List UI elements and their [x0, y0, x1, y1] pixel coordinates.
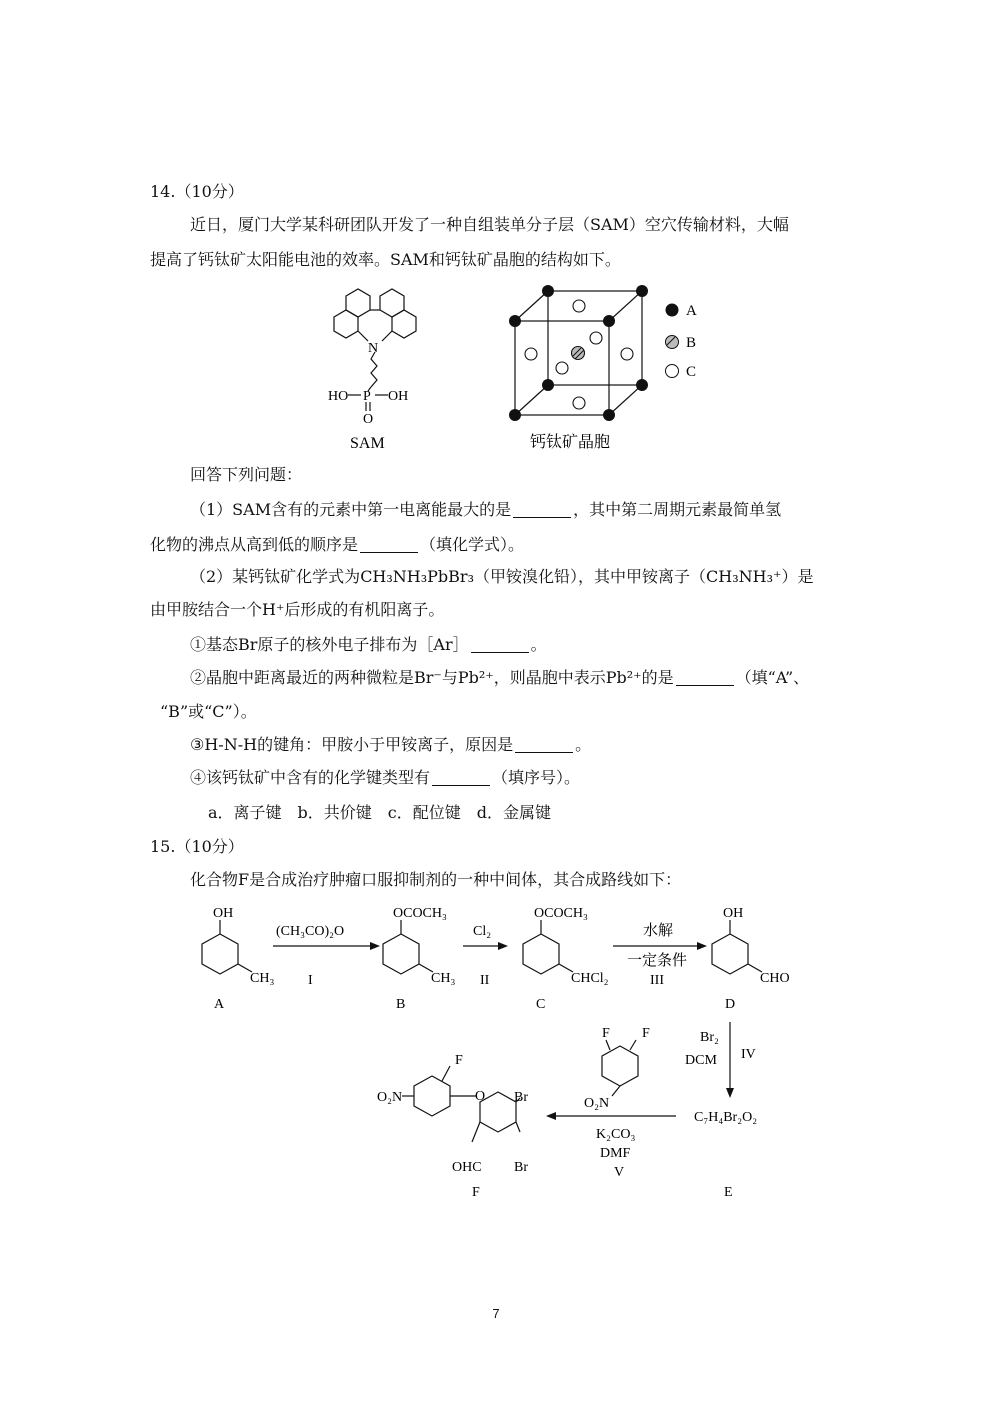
step2-reagent: Cl₂: [473, 924, 492, 939]
step5-num: V: [614, 1165, 625, 1180]
answer-blank: [360, 536, 418, 553]
answer-blank: [432, 769, 490, 786]
e-label: E: [724, 1185, 733, 1200]
reagent-f2: F: [642, 1026, 650, 1041]
text: 。: [530, 635, 547, 654]
text: ）是: [781, 567, 814, 586]
q14-part1-line1: [190, 500, 781, 520]
b-ococh3: OCOCH₃: [393, 906, 447, 921]
c-label: C: [536, 997, 546, 1012]
text: 化物的沸点从高到低的顺序是: [150, 535, 359, 554]
q14-part2-line2: 由甲胺结合一个H⁺后形成的有机阳离子。: [150, 600, 445, 619]
answer-blank: [676, 669, 734, 686]
sam-ho: HO: [328, 389, 349, 404]
answer-blank: [471, 636, 529, 653]
reagent-o2n: O₂N: [584, 1096, 610, 1111]
sam-n-atom: N: [368, 341, 379, 356]
q14-sub2-line1: [190, 668, 809, 688]
answer-prompt: 回答下列问题：: [190, 465, 303, 484]
f-fluorine: F: [455, 1053, 463, 1068]
step1-num: I: [308, 973, 313, 988]
step5-reagent2: DMF: [600, 1146, 631, 1161]
legend-c-label: C: [686, 364, 697, 380]
sam-oh: OH: [388, 389, 409, 404]
f-ohc: OHC: [452, 1160, 482, 1175]
f-br1: Br: [514, 1090, 528, 1105]
q14-sub3: [190, 735, 591, 755]
a-label: A: [214, 997, 225, 1012]
text: 。: [575, 735, 592, 754]
answer-blank: [513, 501, 571, 518]
f-label: F: [472, 1185, 480, 1200]
q14-options: a．离子键 b．共价键 c．配位键 d．金属键: [208, 803, 551, 822]
text: （填化学式）。: [420, 535, 525, 554]
legend-b-label: B: [686, 335, 697, 351]
d-label: D: [725, 997, 736, 1012]
q14-part1-line2: [150, 535, 524, 555]
step4-reagent2: DCM: [685, 1053, 717, 1068]
text: ，其中第二周期元素最简单氢: [573, 500, 782, 519]
c-ococh3: OCOCH₃: [534, 906, 588, 921]
text: （2）某钙钛矿化学式为: [190, 567, 361, 586]
formula: CH₃NH₃⁺: [706, 567, 782, 586]
step2-num: II: [480, 973, 490, 988]
step4-reagent1: Br₂: [700, 1030, 719, 1045]
q15-header: 15.（10分）: [150, 837, 244, 856]
f-oxygen: O: [475, 1089, 486, 1104]
text: ④该钙钛矿中含有的化学键类型有: [190, 768, 431, 787]
q14-sub1: [190, 635, 547, 655]
q14-header: 14.（10分）: [150, 182, 244, 201]
sam-p-atom: P: [363, 389, 371, 404]
d-cho: CHO: [760, 971, 790, 986]
synthesis-route: [180, 898, 820, 1208]
text: ③H-N-H的键角：甲胺小于甲铵离子，原因是: [190, 735, 514, 754]
legend-b-marker: [666, 336, 679, 349]
step1-reagent: (CH₃CO)₂O: [276, 924, 345, 939]
a-oh: OH: [213, 906, 234, 921]
text: （甲铵溴化铅），其中甲铵离子（: [474, 567, 707, 586]
legend-a-marker: [666, 304, 679, 317]
step3-reagent1: 水解: [643, 923, 674, 939]
b-ch3: CH₃: [431, 971, 456, 986]
q14-intro-line2: 提高了钙钛矿太阳能电池的效率。SAM和钙钛矿晶胞的结构如下。: [150, 250, 621, 269]
perovskite-unit-cell: [500, 280, 720, 456]
text: （填序号）。: [492, 768, 581, 787]
e-formula: C₇H₄Br₂O₂: [694, 1110, 758, 1125]
q14-sub4: [190, 768, 580, 788]
text: ①基态Br原子的核外电子排布为［Ar］: [190, 635, 469, 654]
step5-reagent1: K₂CO₃: [596, 1127, 636, 1142]
page-number: 7: [492, 1306, 500, 1321]
step3-num: III: [650, 973, 664, 988]
f-br2: Br: [514, 1160, 528, 1175]
q14-part2-line1: [190, 567, 813, 587]
q15-intro: 化合物F是合成治疗肿瘤口服抑制剂的一种中间体，其合成路线如下：: [190, 870, 682, 889]
text: （填“A”、: [735, 668, 810, 687]
cell-caption: 钙钛矿晶胞: [530, 434, 611, 451]
f-o2n: O₂N: [377, 1090, 403, 1105]
answer-blank: [515, 736, 573, 753]
d-oh: OH: [723, 906, 744, 921]
sam-o-atom: O: [363, 412, 374, 427]
q14-sub2-line2: “B”或“C”）。: [160, 702, 257, 721]
step3-reagent2: 一定条件: [627, 953, 688, 969]
text: （1）SAM含有的元素中第一电离能最大的是: [190, 500, 512, 519]
b-label: B: [396, 997, 406, 1012]
q14-intro-line1: 近日，厦门大学某科研团队开发了一种自组装单分子层（SAM）空穴传输材料，大幅: [190, 215, 789, 234]
a-ch3: CH₃: [250, 971, 275, 986]
sam-caption: SAM: [350, 435, 385, 452]
step4-num: IV: [741, 1047, 756, 1062]
legend-a-label: A: [686, 303, 697, 319]
formula: CH₃NH₃PbBr₃: [360, 567, 474, 586]
reagent-f1: F: [602, 1026, 610, 1041]
sam-structure: [318, 283, 428, 455]
legend-c-marker: [666, 365, 679, 378]
c-chcl2: CHCl₂: [571, 971, 609, 986]
text: ②晶胞中距离最近的两种微粒是Br⁻与Pb²⁺，则晶胞中表示Pb²⁺的是: [190, 668, 674, 687]
